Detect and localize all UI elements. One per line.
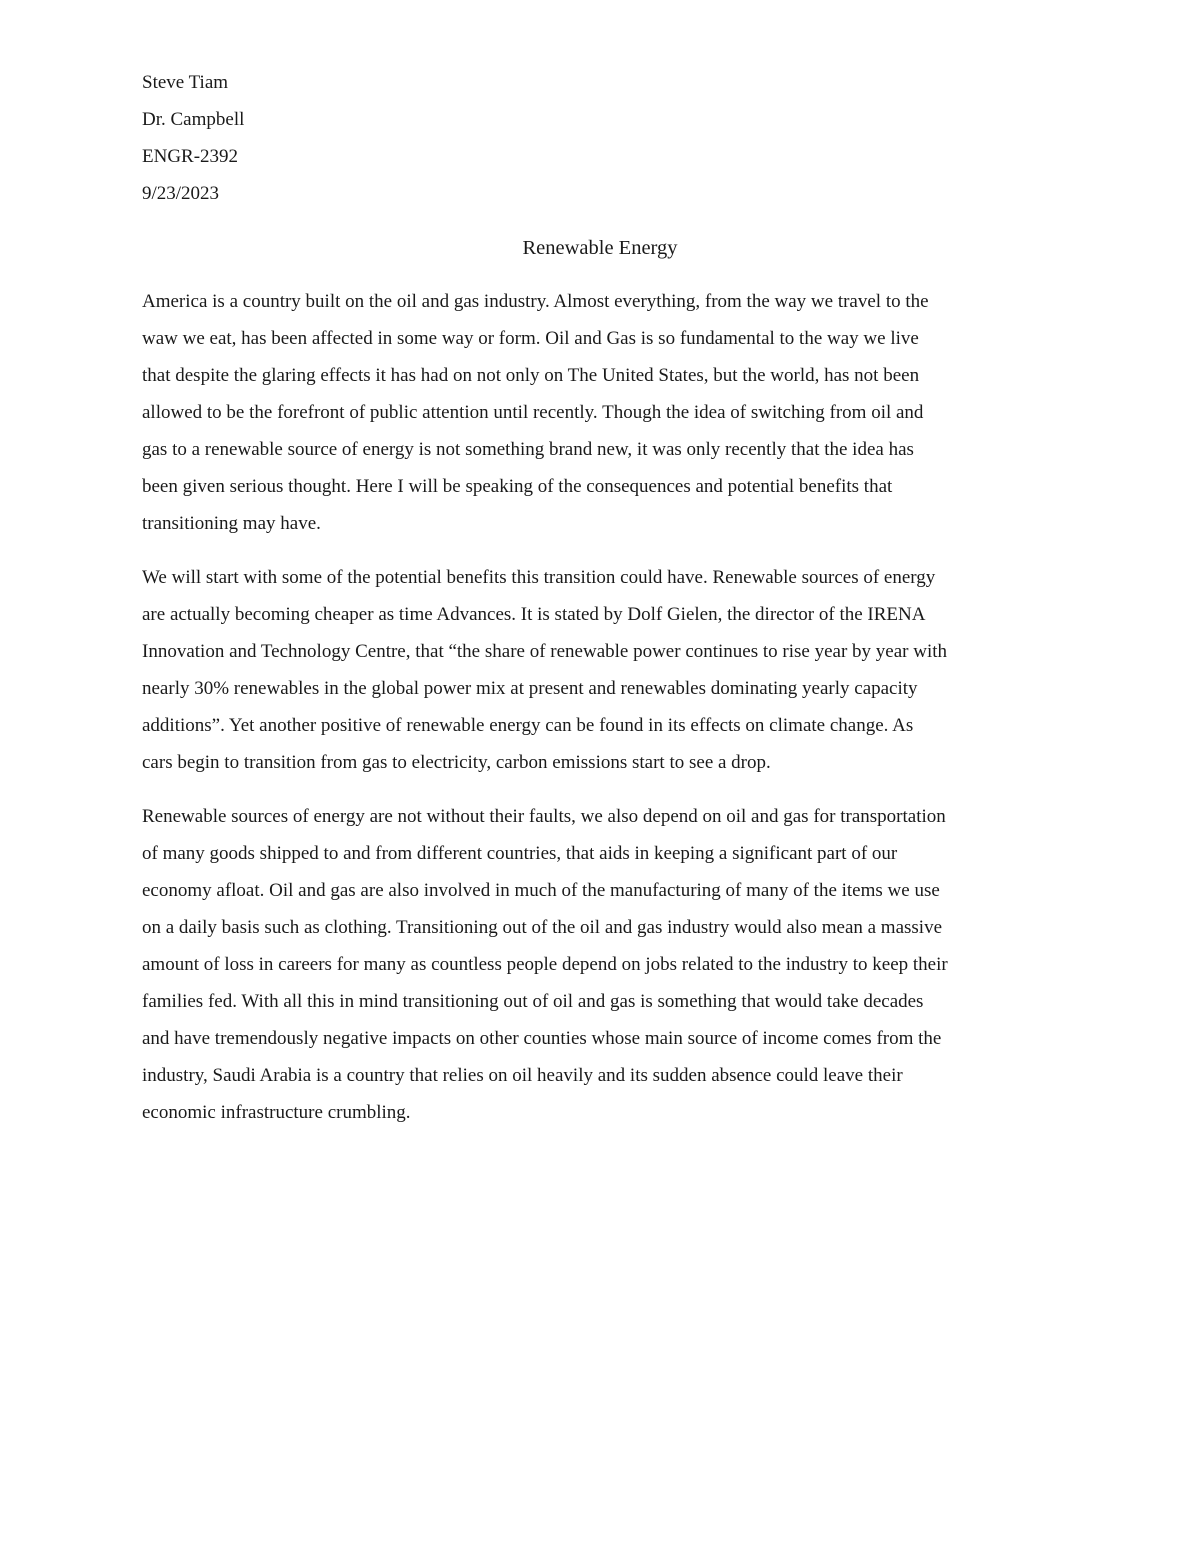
paragraph-1 (142, 286, 1062, 545)
text-line: of many goods shipped to and from different countries, that aids in keeping a significant part of our (142, 843, 898, 864)
text-line: We will start with some of the potential benefits this transition could have. Renewable sources of energy (142, 567, 936, 588)
instructor-name: Dr. Campbell (142, 109, 245, 130)
text-line: economic infrastructure crumbling. (142, 1102, 411, 1123)
text-line: Innovation and Technology Centre, that “the share of renewable power continues to rise year by year with (142, 641, 948, 662)
document-title: Renewable Energy (522, 237, 678, 259)
text-line: economy afloat. Oil and gas are also involved in much of the manufacturing of many of the items we use (142, 880, 940, 901)
paragraph-2 (142, 562, 1062, 784)
text-line: and have tremendously negative impacts on other counties whose main source of income comes from the (142, 1028, 942, 1049)
text-line: that despite the glaring effects it has had on not only on The United States, but the world, has not been (142, 365, 920, 386)
text-line: nearly 30% renewables in the global power mix at present and renewables dominating yearly capacity (142, 678, 918, 699)
document-body (142, 286, 1062, 1151)
course-code: ENGR-2392 (142, 146, 239, 167)
text-line: additions”. Yet another positive of renewable energy can be found in its effects on climate change. As (142, 715, 914, 736)
text-line: cars begin to transition from gas to electricity, carbon emissions start to see a drop. (142, 752, 771, 773)
text-line: allowed to be the forefront of public attention until recently. Though the idea of switching from oil and (142, 402, 924, 423)
paragraph-3 (142, 801, 1062, 1134)
text-line: families fed. With all this in mind transitioning out of oil and gas is something that would take decades (142, 991, 924, 1012)
text-line: waw we eat, has been affected in some way or form. Oil and Gas is so fundamental to the way we live (142, 328, 919, 349)
text-line: are actually becoming cheaper as time Advances. It is stated by Dolf Gielen, the director of the IRENA (142, 604, 926, 625)
text-line: gas to a renewable source of energy is not something brand new, it was only recently that the idea has (142, 439, 914, 460)
document-header (142, 68, 244, 216)
text-line: Renewable sources of energy are not without their faults, we also depend on oil and gas for transportation (142, 806, 946, 827)
text-line: transitioning may have. (142, 513, 321, 534)
text-line: industry, Saudi Arabia is a country that relies on oil heavily and its sudden absence could leave their (142, 1065, 903, 1086)
text-line: amount of loss in careers for many as countless people depend on jobs related to the industry to keep their (142, 954, 948, 975)
document-date: 9/23/2023 (142, 183, 220, 204)
author-name: Steve Tiam (142, 72, 229, 93)
text-line: been given serious thought. Here I will be speaking of the consequences and potential benefits that (142, 476, 893, 497)
text-line: on a daily basis such as clothing. Transitioning out of the oil and gas industry would also mean a massive (142, 917, 943, 938)
text-line: America is a country built on the oil and gas industry. Almost everything, from the way we travel to the (142, 291, 929, 312)
